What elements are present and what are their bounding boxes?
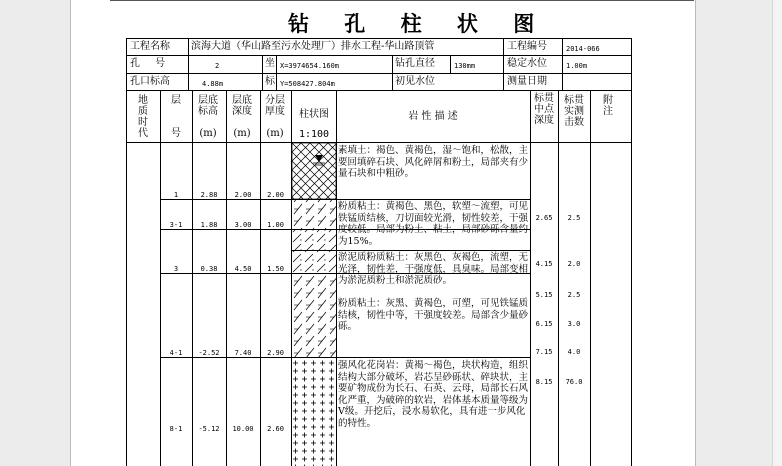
col-line <box>503 38 504 90</box>
coordinate-label-2: 标 <box>265 76 275 87</box>
row-line <box>126 90 632 91</box>
layer-thickness: 1.00 <box>267 221 284 229</box>
vertical-scrollbar[interactable] <box>772 0 782 466</box>
layer-bottom-depth: 2.00 <box>234 191 252 199</box>
col-line <box>530 90 531 466</box>
layer-boundary <box>160 199 530 200</box>
layer-number: 8-1 <box>169 425 183 433</box>
coordinate-x-value: X=3974654.160m <box>280 62 340 70</box>
initial-water-label: 初见水位 <box>395 76 435 87</box>
stable-water-value: 1.00m <box>566 62 588 70</box>
col-line <box>260 90 261 466</box>
sheet-top-border <box>110 0 694 1</box>
layer-thickness: 2.90 <box>267 349 284 357</box>
measure-date-label: 测量日期 <box>507 76 547 87</box>
spt-blows-value: 3.0 <box>567 320 581 328</box>
strata-column-graphic <box>292 143 336 466</box>
spt-depth-value: 2.65 <box>535 214 553 222</box>
spt-blows-value: 76.0 <box>565 378 583 386</box>
layer-thickness: 1.50 <box>267 265 284 273</box>
project-code-label: 工程编号 <box>507 41 547 52</box>
layer-number: 3 <box>173 265 179 273</box>
col-line <box>160 90 161 466</box>
hole-number-label: 孔 号 <box>130 58 172 69</box>
coordinate-label-1: 坐 <box>265 58 275 69</box>
header-unit-m: (m) <box>266 128 284 139</box>
hole-diameter-value: 130mm <box>454 62 476 70</box>
spt-depth-value: 8.15 <box>535 378 553 386</box>
col-line <box>276 55 277 90</box>
layer-description: 粉质粘土：灰黑、黄褐色，可塑，可见铁锰质结核，韧性中等，干强度较差。局部含少量砂砾。 <box>338 298 529 333</box>
header-thickness: 分层厚度 <box>265 95 285 117</box>
stable-water-label: 稳定水位 <box>507 58 547 69</box>
layer-description: 素填土：褐色、黄褐色，湿～饱和，松散，主要回填碎石块、风化碎屑和粉土，局部夹有少量石块和中粗砂。 <box>338 145 529 180</box>
layer-description: 强风化花岗岩：黄褐～褐色，块状构造，组织结构大部分破坏，岩芯呈砂砾状、碎块状，主要矿物成份为长石、石英、云母，局部长石风化严重，为破碎的软岩，岩体基本质量等级为V级。开挖后，浸水易软化，具有进一步风化的特性。 <box>338 360 529 429</box>
col-line <box>562 38 563 90</box>
coordinate-y-value: Y=508427.804m <box>280 80 335 88</box>
layer-description: 粉质粘土：黄褐色、黑色，软塑～流塑，可见铁锰质结核，刀切面较光滑，韧性较差，干强度较低。局部为粉土、粘土，局部砂砾含量约为15%。 <box>338 201 529 247</box>
header-description: 岩 性 描 述 <box>408 111 458 122</box>
spt-depth-value: 5.15 <box>535 291 553 299</box>
col-line <box>590 90 591 466</box>
hole-diameter-label: 钻孔直径 <box>395 58 435 69</box>
header-unit-m: (m) <box>199 128 217 139</box>
header-spt-depth: 标贯中点深度 <box>534 93 554 126</box>
spt-depth-value: 7.15 <box>535 348 553 356</box>
header-column: 柱状图 <box>299 109 329 120</box>
spt-depth-value: 6.15 <box>535 320 553 328</box>
project-name-label: 工程名称 <box>130 41 170 52</box>
layer-thickness: 2.00 <box>267 191 284 199</box>
layer-bottom-elevation: 2.88 <box>200 191 218 199</box>
layer-bottom-depth: 3.00 <box>234 221 252 229</box>
hole-elevation-value: 4.88m <box>202 80 224 88</box>
header-bottom-depth: 层底深度 <box>232 95 252 117</box>
layer-number: 1 <box>173 191 179 199</box>
header-unit-m: (m) <box>233 128 251 139</box>
layer-bottom-depth: 7.40 <box>234 349 252 357</box>
header-bottom-line <box>126 142 632 143</box>
col-line <box>188 38 189 90</box>
header-note: 附注 <box>603 95 613 117</box>
layer-description: 淤泥质粉质粘土：灰黑色、灰褐色，流塑，无光泽，韧性差，干强度低，具臭味。局部变相为淤泥质粉土和淤泥质砂。 <box>338 252 529 287</box>
col-line <box>392 55 393 90</box>
col-line <box>336 90 337 466</box>
row-line <box>126 73 632 74</box>
layer-bottom-depth: 10.00 <box>232 425 254 433</box>
header-scale: 1:100 <box>298 129 330 140</box>
layer-thickness: 2.60 <box>267 425 284 433</box>
spt-depth-value: 4.15 <box>535 260 553 268</box>
col-line <box>450 55 451 73</box>
hole-elevation-label: 孔口标高 <box>130 76 170 87</box>
header-layer: 层 <box>171 95 181 106</box>
layer-number: 3-1 <box>169 221 183 229</box>
header-spt-blows: 标贯实测击数 <box>564 95 584 128</box>
col-line <box>262 55 263 90</box>
layer-bottom-elevation: -5.12 <box>198 425 220 433</box>
layer-bottom-depth: 4.50 <box>234 265 252 273</box>
header-geo-age: 地质时代 <box>138 95 148 139</box>
header-layer-unit: 号 <box>171 128 181 139</box>
layer-number: 4-1 <box>169 349 183 357</box>
row-line <box>126 55 632 56</box>
col-line <box>192 90 193 466</box>
header-bottom-elevation: 层底标高 <box>198 95 218 117</box>
project-code-value: 2014-066 <box>566 45 600 53</box>
spt-blows-value: 2.5 <box>567 291 581 299</box>
col-line <box>558 90 559 466</box>
spt-blows-value: 2.5 <box>567 214 581 222</box>
hole-number-value: 2 <box>215 62 220 70</box>
layer-bottom-elevation: 1.88 <box>200 221 218 229</box>
col-line <box>226 90 227 466</box>
spt-blows-value: 4.0 <box>567 348 581 356</box>
layer-bottom-elevation: -2.52 <box>198 349 220 357</box>
page-title: 钻 孔 柱 状 图 <box>288 12 549 36</box>
project-name-value: 滨海大道（华山路至污水处理厂）排水工程-华山路顶管 <box>191 41 435 52</box>
layer-boundary <box>160 357 530 358</box>
layer-bottom-elevation: 0.38 <box>200 265 218 273</box>
spt-blows-value: 2.0 <box>567 260 581 268</box>
